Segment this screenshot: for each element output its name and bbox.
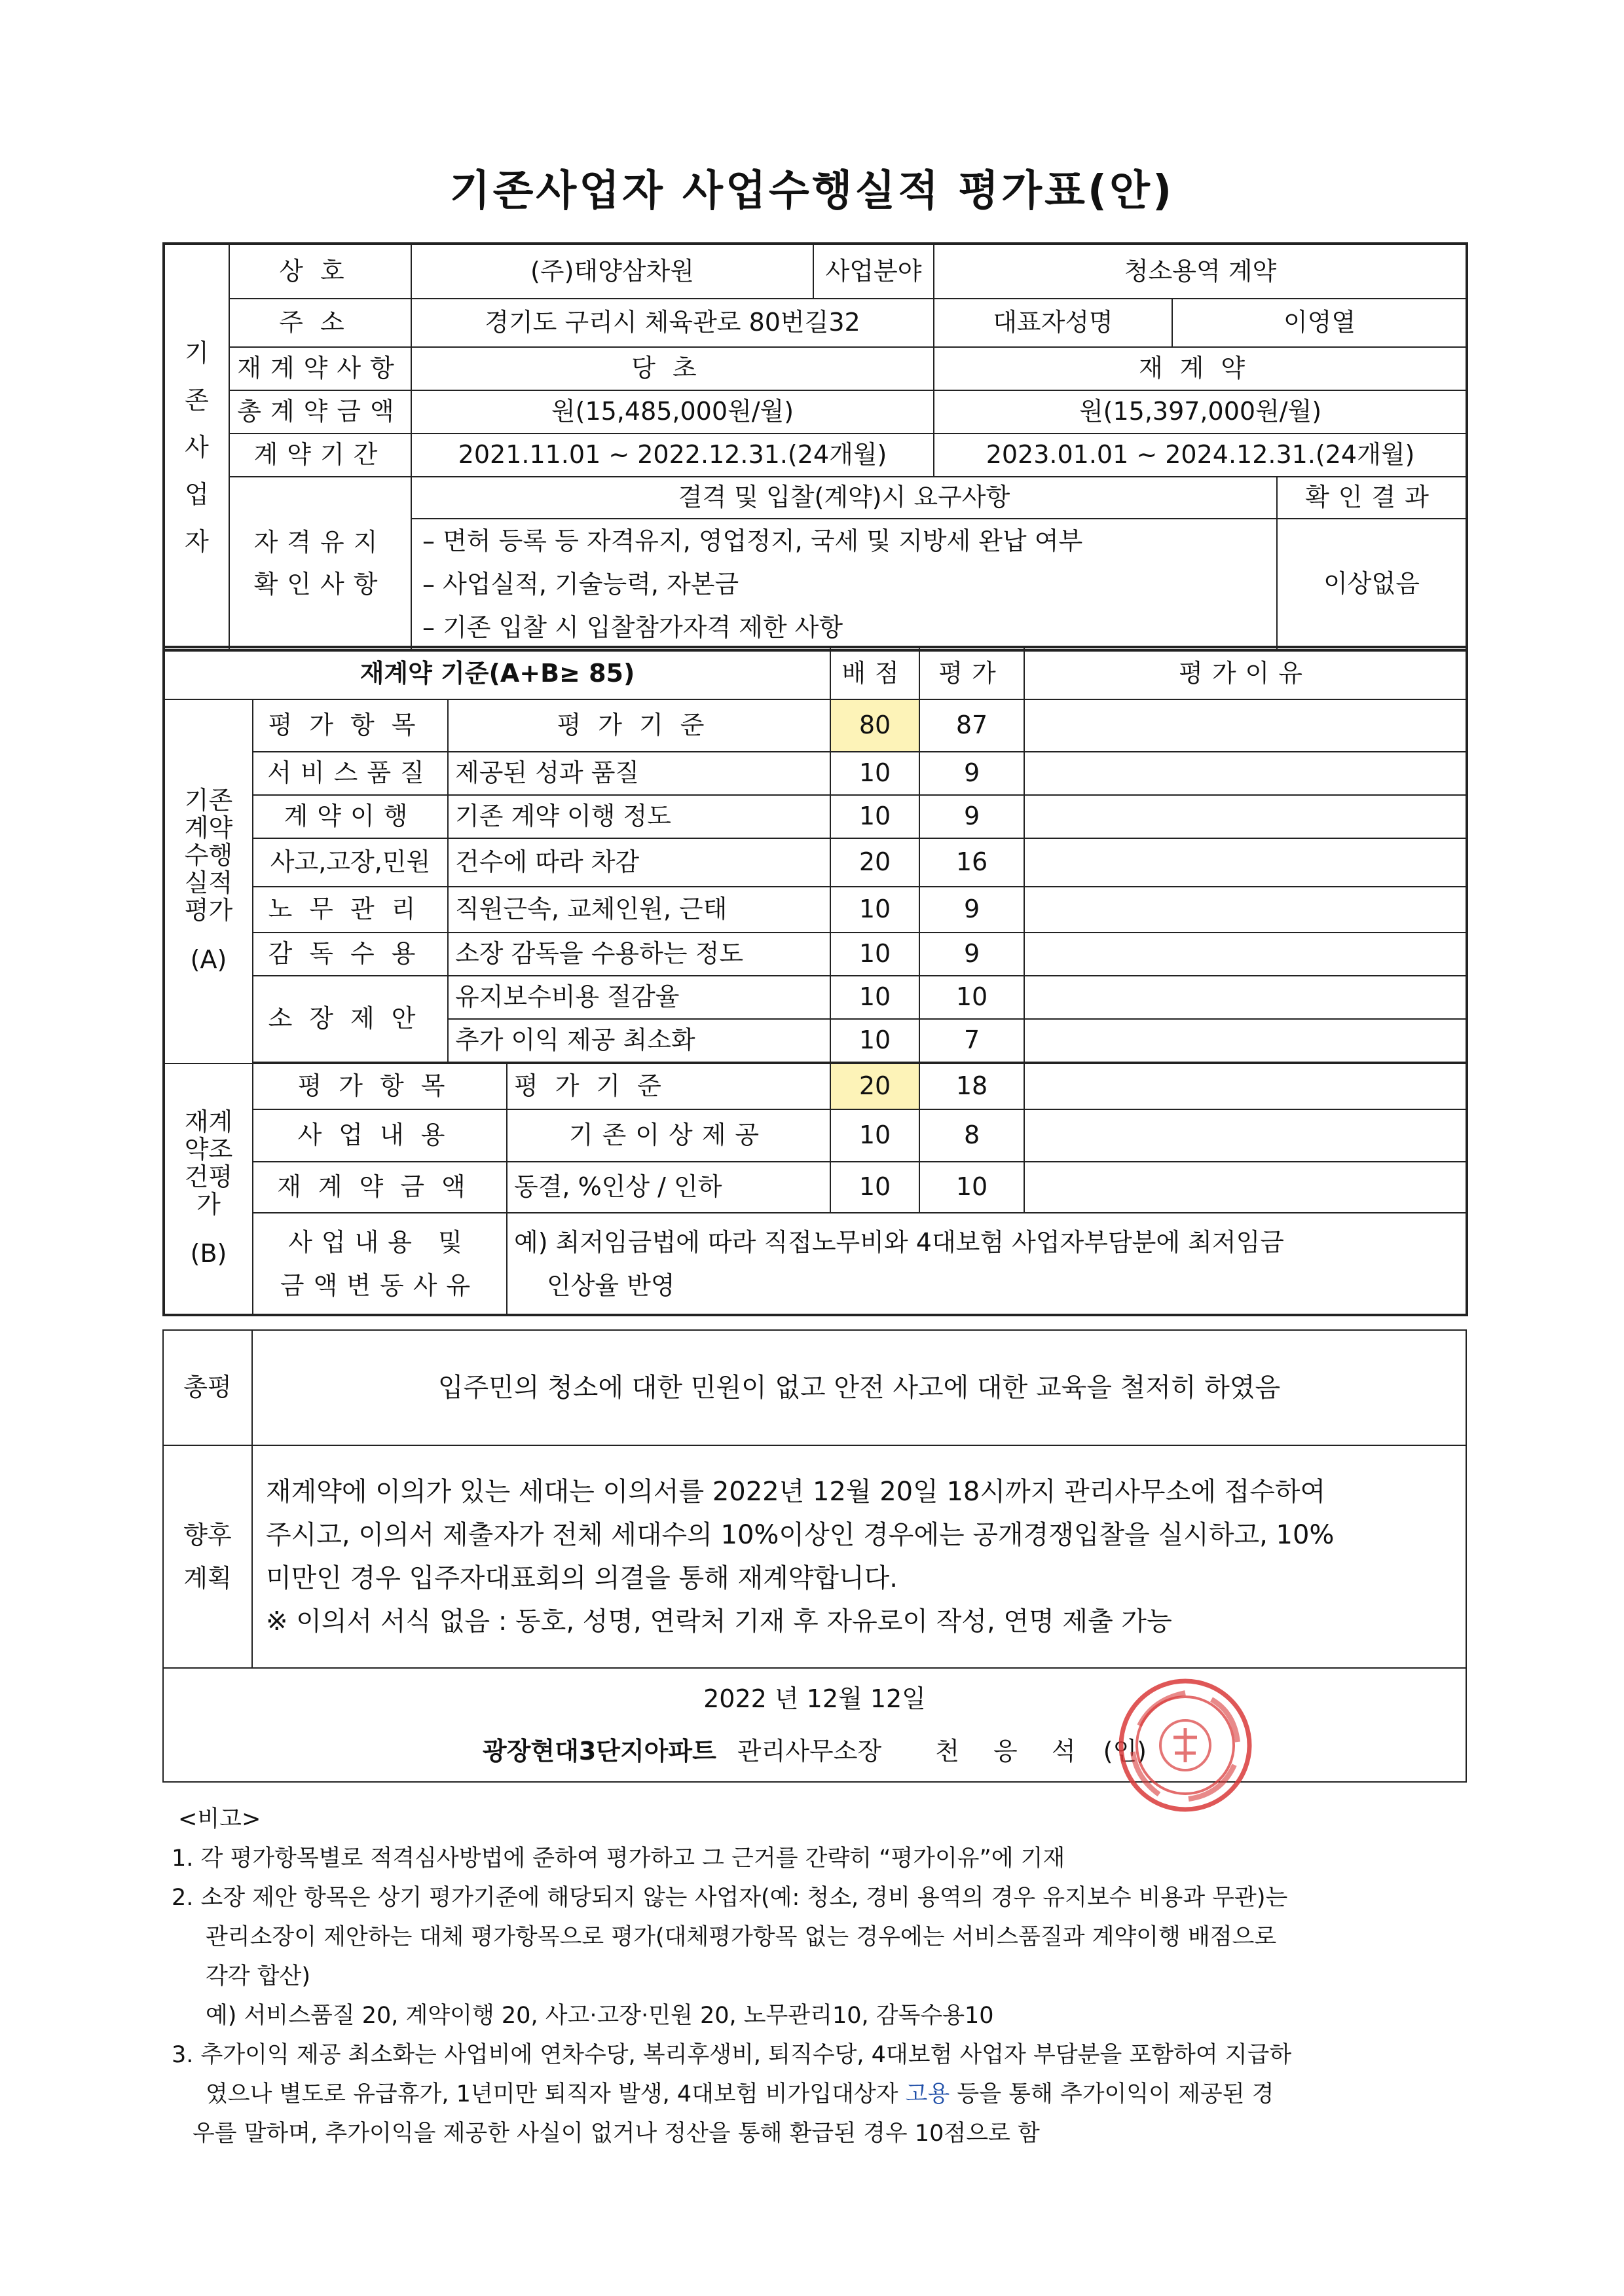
result-header: 확인결과 bbox=[1277, 477, 1467, 519]
a-score-extra-profit: 10 bbox=[830, 1019, 919, 1062]
signature-seal-mark: (인) bbox=[1103, 1737, 1147, 1766]
a-criteria-supervision: 소장 감독을 수용하는 정도 bbox=[448, 933, 830, 976]
section-b-label bbox=[164, 1064, 253, 1315]
a-criteria-labor: 직원근속, 교체인원, 근태 bbox=[448, 887, 830, 933]
a-grade-service: 9 bbox=[919, 752, 1024, 795]
a-reason-extra-profit bbox=[1024, 1019, 1467, 1062]
plan-line: 미만인 경우 입주자대표회의 의결을 통해 재계약합니다. bbox=[266, 1563, 898, 1593]
a-score-labor: 10 bbox=[830, 887, 919, 933]
summary-text: 입주민의 청소에 대한 민원이 없고 안전 사고에 대한 교육을 철저히 하였음 bbox=[252, 1330, 1466, 1445]
a-item-proposal: 소장제안 bbox=[253, 976, 448, 1062]
requirement-item: – 기존 입찰 시 입찰참가자격 제한 사항 bbox=[422, 613, 843, 642]
a-reason-labor bbox=[1024, 887, 1467, 933]
b-criteria-business: 기존이상제공 bbox=[507, 1109, 830, 1162]
a-criteria-accident: 건수에 따라 차감 bbox=[448, 838, 830, 887]
a-total-reason bbox=[1024, 699, 1467, 752]
plan-line: 재계약에 이의가 있는 세대는 이의서를 2022년 12월 20일 18시까지 관리사무소에 접수하여 bbox=[266, 1477, 1326, 1507]
ceo-label: 대표자성명 bbox=[934, 299, 1172, 347]
a-score-supervision: 10 bbox=[830, 933, 919, 976]
a-item-contract: 계약이행 bbox=[253, 795, 448, 838]
a-score-accident: 20 bbox=[830, 838, 919, 887]
qualification-label-line2: 확인사항 bbox=[253, 570, 387, 599]
period-label: 계약기간 bbox=[229, 434, 411, 477]
reason-header: 평가이유 bbox=[1024, 647, 1467, 699]
note-2-line2: 관리소장이 제안하는 대체 평가항목으로 평가(대체평가항목 없는 경우에는 서비스품질과 계약이행 배점으로 bbox=[206, 1924, 1277, 1950]
notes-header: <비고> bbox=[178, 1806, 261, 1832]
a-reason-accident bbox=[1024, 838, 1467, 887]
a-total-grade: 87 bbox=[919, 699, 1024, 752]
amount-label: 총계약금액 bbox=[229, 390, 411, 434]
section-a-label bbox=[164, 699, 253, 1064]
a-item-labor: 노무관리 bbox=[253, 887, 448, 933]
a-criteria-header: 평가기준 bbox=[448, 699, 830, 752]
a-item-supervision: 감독수용 bbox=[253, 933, 448, 976]
b-change-label bbox=[253, 1213, 507, 1315]
page-title: 기존사업자 사업수행실적 평가표(안) bbox=[449, 167, 1175, 215]
requirement-item: – 면허 등록 등 자격유지, 영업정지, 국세 및 지방세 완납 여부 bbox=[422, 527, 1083, 555]
b-total-score: 20 bbox=[830, 1064, 919, 1109]
ceo-name: 이영열 bbox=[1172, 299, 1467, 347]
a-criteria-service: 제공된 성과 품질 bbox=[448, 752, 830, 795]
company-info-table bbox=[162, 242, 1468, 652]
notes-section bbox=[172, 1800, 1481, 2153]
a-grade-cost-saving: 10 bbox=[919, 976, 1024, 1019]
section-a-code: (A) bbox=[190, 945, 227, 974]
note-1: 1. 각 평가항목별로 적격심사방법에 준하여 평가하고 그 근거를 간략히 “평가이유”에 기재 bbox=[172, 1845, 1065, 1872]
b-item-header: 평가항목 bbox=[253, 1064, 507, 1109]
section-b-title: 재계약조건평가 bbox=[184, 1107, 233, 1219]
b-criteria-amount: 동결, %인상 / 인하 bbox=[507, 1162, 830, 1213]
a-reason-cost-saving bbox=[1024, 976, 1467, 1019]
b-grade-business: 8 bbox=[919, 1109, 1024, 1162]
score-header: 배점 bbox=[830, 647, 919, 699]
a-item-service: 서비스품질 bbox=[253, 752, 448, 795]
grade-header: 평가 bbox=[919, 647, 1024, 699]
b-score-amount: 10 bbox=[830, 1162, 919, 1213]
note-2-line3: 각각 합산) bbox=[206, 1963, 311, 1990]
b-item-amount: 재계약금액 bbox=[253, 1162, 507, 1213]
signature-role: 관리사무소장 bbox=[737, 1737, 882, 1766]
company-name: (주)태양삼차원 bbox=[411, 244, 813, 299]
requirement-item: – 사업실적, 기술능력, 자본금 bbox=[422, 570, 739, 599]
a-grade-labor: 9 bbox=[919, 887, 1024, 933]
a-item-accident: 사고,고장,민원 bbox=[253, 838, 448, 887]
signature-org: 광장현대3단지아파트 bbox=[482, 1737, 716, 1766]
b-reason-business bbox=[1024, 1109, 1467, 1162]
requirements-list bbox=[411, 519, 1277, 650]
a-grade-extra-profit: 7 bbox=[919, 1019, 1024, 1062]
signature-name: 천 응 석 bbox=[935, 1737, 1089, 1766]
b-score-business: 10 bbox=[830, 1109, 919, 1162]
evaluation-table bbox=[162, 646, 1468, 1316]
note-3-line1: 3. 추가이익 제공 최소화는 사업비에 연차수당, 복리후생비, 퇴직수당, 4대보험 사업자 부담분을 포함하여 지급하 bbox=[172, 2042, 1292, 2068]
a-score-cost-saving: 10 bbox=[830, 976, 919, 1019]
signature-line bbox=[170, 1725, 1459, 1777]
b-change-text-line1: 예) 최저임금법에 따라 직접노무비와 4대보험 사업자부담분에 최저임금 bbox=[514, 1227, 1285, 1257]
b-grade-amount: 10 bbox=[919, 1162, 1024, 1213]
renew-period: 2023.01.01 ~ 2024.12.31.(24개월) bbox=[934, 434, 1467, 477]
plan-text bbox=[252, 1445, 1466, 1668]
qualification-label-line1: 자격유지 bbox=[253, 528, 387, 557]
a-criteria-extra-profit: 추가 이익 제공 최소화 bbox=[448, 1019, 830, 1062]
address: 경기도 구리시 체육관로 80번길32 bbox=[411, 299, 934, 347]
qualification-label bbox=[229, 477, 411, 650]
note-3-line2-blue: 고용 bbox=[905, 2081, 950, 2107]
a-criteria-contract: 기존 계약 이행 정도 bbox=[448, 795, 830, 838]
plan-label: 향후계획 bbox=[163, 1445, 252, 1668]
recontract-label: 재계약사항 bbox=[229, 347, 411, 390]
requirements-header: 결격 및 입찰(계약)시 요구사항 bbox=[411, 477, 1277, 519]
initial-period: 2021.11.01 ~ 2022.12.31.(24개월) bbox=[411, 434, 934, 477]
initial-amount: 원(15,485,000원/월) bbox=[411, 390, 934, 434]
plan-line: ※ 이의서 서식 없음 : 동호, 성명, 연락처 기재 후 자유로이 작성, 연명 제출 가능 bbox=[266, 1606, 1172, 1637]
a-score-contract: 10 bbox=[830, 795, 919, 838]
a-grade-accident: 16 bbox=[919, 838, 1024, 887]
a-criteria-cost-saving: 유지보수비용 절감율 bbox=[448, 976, 830, 1019]
note-2-line1: 2. 소장 제안 항목은 상기 평가기준에 해당되지 않는 사업자(예: 청소, 경비 용역의 경우 유지보수 비용과 무관)는 bbox=[172, 1885, 1288, 1911]
criteria-header: 재계약 기준(A+B≥ 85) bbox=[164, 647, 830, 699]
b-total-grade: 18 bbox=[919, 1064, 1024, 1109]
note-3-line2 bbox=[172, 2075, 1481, 2114]
plan-line: 주시고, 이의서 제출자가 전체 세대수의 10%이상인 경우에는 공개경쟁입찰을 실시하고, 10% bbox=[266, 1520, 1335, 1550]
note-3-line2-post: 등을 통해 추가이익이 제공된 경 bbox=[950, 2081, 1274, 2107]
official-seal-icon bbox=[1113, 1673, 1257, 1817]
company-side-label: 기존사업자 bbox=[164, 244, 229, 650]
signature-date: 2022 년 12월 12일 bbox=[703, 1684, 926, 1713]
section-b-code: (B) bbox=[190, 1238, 227, 1268]
a-total-score: 80 bbox=[830, 699, 919, 752]
b-change-text-line2: 인상율 반영 bbox=[547, 1270, 675, 1300]
b-criteria-header: 평가기준 bbox=[507, 1064, 830, 1109]
b-change-label-line1: 사업내용 및 bbox=[288, 1227, 471, 1257]
renew-label: 재계약 bbox=[934, 347, 1467, 390]
company-name-label: 상호 bbox=[229, 244, 411, 299]
summary-table bbox=[162, 1329, 1467, 1783]
b-reason-amount bbox=[1024, 1162, 1467, 1213]
a-grade-contract: 9 bbox=[919, 795, 1024, 838]
check-result: 이상없음 bbox=[1277, 519, 1467, 650]
business-field: 청소용역 계약 bbox=[934, 244, 1467, 299]
section-a-title: 기존계약수행실적평가 bbox=[184, 786, 233, 925]
note-2-example: 예) 서비스품질 20, 계약이행 20, 사고·고장·민원 20, 노무관리10, 감독수용10 bbox=[206, 2003, 994, 2029]
b-change-label-line2: 금액변동사유 bbox=[280, 1270, 480, 1300]
signature-block bbox=[163, 1668, 1466, 1782]
a-reason-supervision bbox=[1024, 933, 1467, 976]
address-label: 주소 bbox=[229, 299, 411, 347]
a-reason-service bbox=[1024, 752, 1467, 795]
a-score-service: 10 bbox=[830, 752, 919, 795]
b-change-reason bbox=[507, 1213, 1467, 1315]
initial-label: 당초 bbox=[411, 347, 934, 390]
a-reason-contract bbox=[1024, 795, 1467, 838]
a-item-header: 평가항목 bbox=[253, 699, 448, 752]
business-field-label: 사업분야 bbox=[813, 244, 934, 299]
renew-amount: 원(15,397,000원/월) bbox=[934, 390, 1467, 434]
b-item-business: 사업내용 bbox=[253, 1109, 507, 1162]
summary-label: 총평 bbox=[163, 1330, 252, 1445]
b-total-reason bbox=[1024, 1064, 1467, 1109]
note-3-line3: 우를 말하며, 추가이익을 제공한 사실이 없거나 정산을 통해 환급된 경우 10점으로 함 bbox=[193, 2120, 1040, 2147]
note-3-line2-pre: 였으나 별도로 유급휴가, 1년미만 퇴직자 발생, 4대보험 비가입대상자 bbox=[206, 2081, 906, 2107]
a-grade-supervision: 9 bbox=[919, 933, 1024, 976]
